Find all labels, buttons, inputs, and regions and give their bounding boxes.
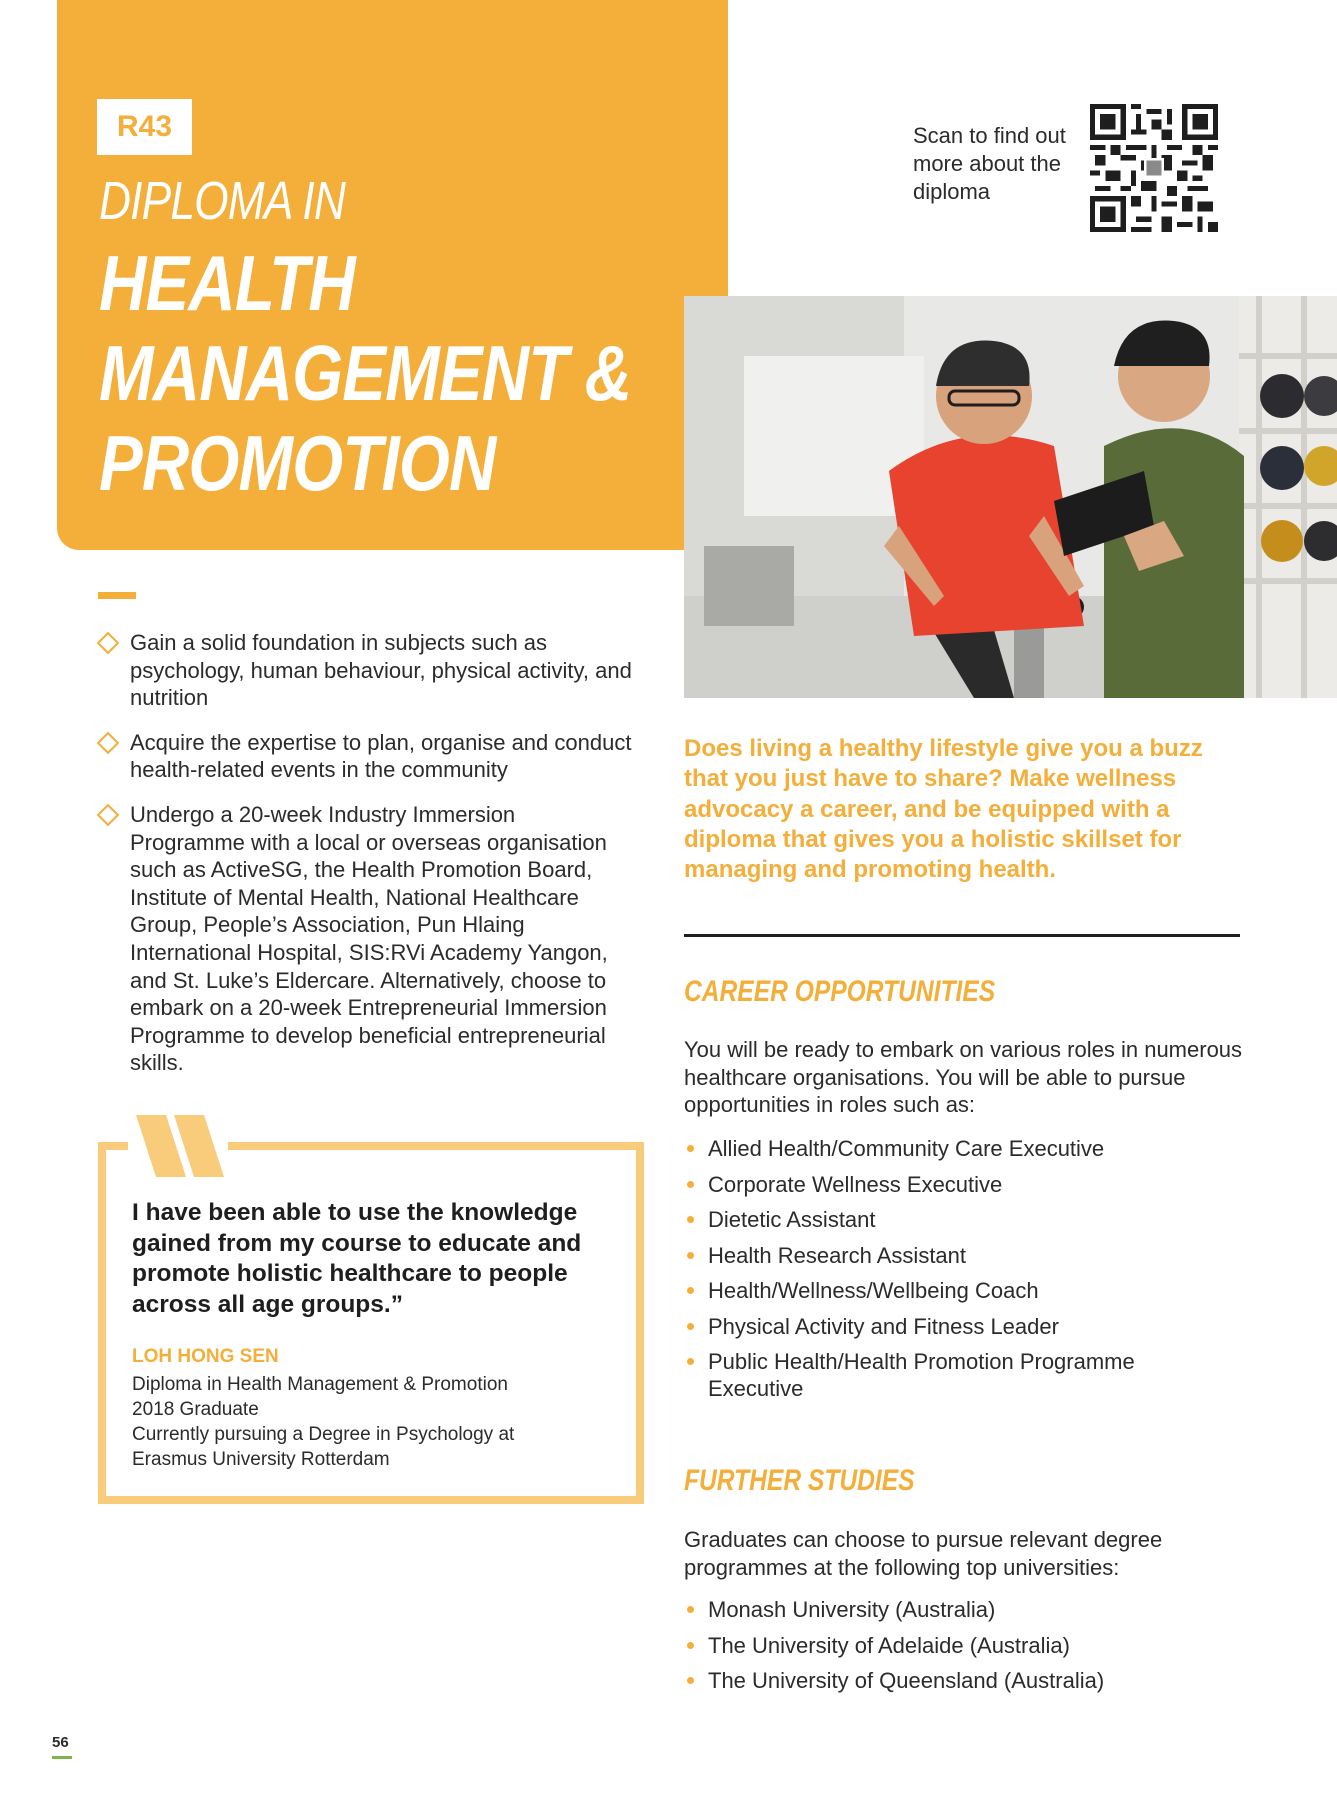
diamond-bullet-icon xyxy=(97,804,120,827)
course-code-badge: R43 xyxy=(97,99,192,155)
testimonial-detail-line: Currently pursuing a Degree in Psychology at xyxy=(132,1424,515,1445)
accent-dash xyxy=(98,592,136,599)
testimonial-details xyxy=(132,1372,612,1472)
photo-gym-trainer xyxy=(684,296,1337,698)
list-item: Monash University (Australia) xyxy=(684,1596,1224,1623)
section-divider xyxy=(684,934,1240,937)
list-item: Gain a solid foundation in subjects such as psychology, human behaviour, physical activity, and nutrition xyxy=(96,629,636,712)
list-item: The University of Adelaide (Australia) xyxy=(684,1632,1224,1659)
qr-code-icon[interactable] xyxy=(1090,104,1218,232)
university-list xyxy=(684,1596,1224,1703)
page-number-underline xyxy=(52,1756,72,1759)
list-item: Undergo a 20-week Industry Immersion Programme with a local or overseas organisation such as ActiveSG, the Health Promotion Board, Institute of Mental Health, National Healthcare Group, People’s Association, Pun Hlaing International Hospital, SIS:RVi Academy Yangon, and St. Luke’s Eldercare. Alternatively, choose to embark on a 20-week Entrepreneurial Immersion Programme to develop beneficial entrepreneurial skills. xyxy=(96,801,636,1077)
intro-paragraph: Does living a healthy lifestyle give you a buzz that you just have to share? Make wellness advocacy a career, and be equipped with a diploma that gives you a holistic skillset for managing and promoting health. xyxy=(684,735,1203,884)
further-studies-heading: FURTHER STUDIES xyxy=(684,1464,915,1497)
list-item: Acquire the expertise to plan, organise and conduct health-related events in the community xyxy=(96,729,636,784)
list-item: Health Research Assistant xyxy=(684,1242,1224,1269)
quote-mark-icon xyxy=(128,1115,228,1177)
testimonial-detail-line: Erasmus University Rotterdam xyxy=(132,1449,390,1470)
title-line: MANAGEMENT & xyxy=(99,329,632,417)
qr-caption: Scan to find out more about the diploma xyxy=(913,123,1066,204)
title-prefix: DIPLOMA IN xyxy=(99,171,346,231)
list-item: Corporate Wellness Executive xyxy=(684,1171,1224,1198)
list-item: The University of Queensland (Australia) xyxy=(684,1667,1224,1694)
highlights-list xyxy=(96,629,636,1094)
page-title xyxy=(99,238,631,508)
testimonial-detail-line: 2018 Graduate xyxy=(132,1399,259,1420)
page-number: 56 xyxy=(52,1734,69,1751)
testimonial-author: LOH HONG SEN xyxy=(132,1346,279,1367)
diamond-bullet-icon xyxy=(97,632,120,655)
list-item: Allied Health/Community Care Executive xyxy=(684,1135,1224,1162)
further-studies-intro: Graduates can choose to pursue relevant degree programmes at the following top universities: xyxy=(684,1527,1163,1580)
list-item: Health/Wellness/Wellbeing Coach xyxy=(684,1277,1224,1304)
header-banner xyxy=(57,0,728,550)
list-item: Physical Activity and Fitness Leader xyxy=(684,1313,1224,1340)
title-line: HEALTH xyxy=(99,239,355,327)
diamond-bullet-icon xyxy=(97,731,120,754)
list-item: Dietetic Assistant xyxy=(684,1206,1224,1233)
career-intro: You will be ready to embark on various roles in numerous healthcare organisations. You will be able to pursue opportunities in roles such as: xyxy=(684,1037,1243,1118)
career-list xyxy=(684,1135,1224,1411)
testimonial-detail-line: Diploma in Health Management & Promotion xyxy=(132,1374,508,1395)
list-item: Public Health/Health Promotion Programme Executive xyxy=(684,1348,1224,1402)
title-line: PROMOTION xyxy=(99,419,496,507)
career-heading: CAREER OPPORTUNITIES xyxy=(684,975,996,1008)
testimonial-quote: I have been able to use the knowledge gained from my course to educate and promote holistic healthcare to people across all age groups.” xyxy=(132,1199,582,1318)
